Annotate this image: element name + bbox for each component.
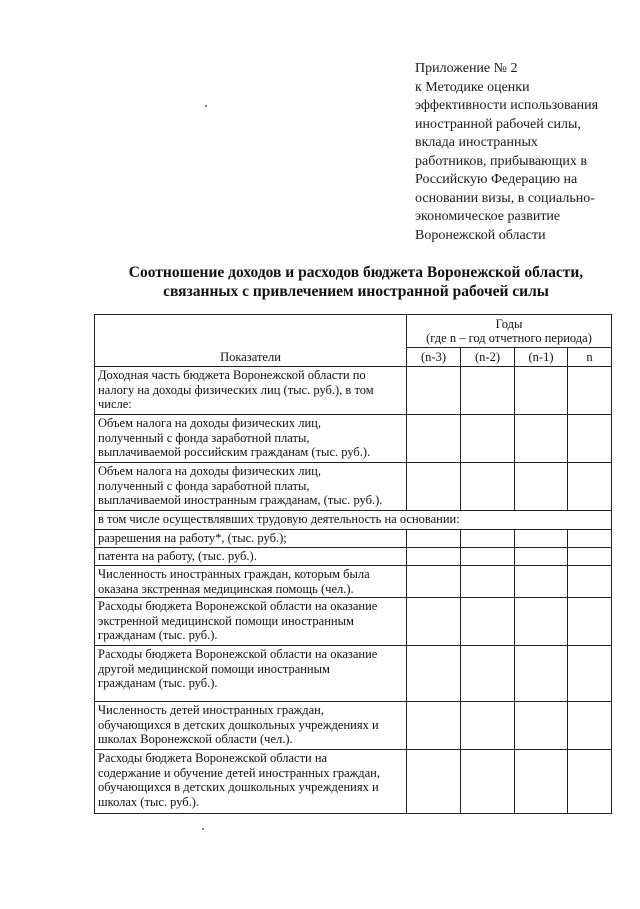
- header-col-n: n: [568, 348, 612, 367]
- table-row: [95, 367, 612, 415]
- appendix-line: Воронежской области: [415, 227, 546, 243]
- header-col-n2: (n-2): [461, 348, 515, 367]
- scan-speck: [205, 105, 207, 107]
- value-cell: [461, 530, 515, 548]
- value-cell: [407, 548, 461, 566]
- table-row-section: [95, 511, 612, 530]
- table-row: [95, 566, 612, 598]
- value-cell: [407, 566, 461, 598]
- row-label-line: Объем налога на доходы физических лиц,: [98, 464, 321, 478]
- row-label-line: налогу на доходы физических лиц (тыс. руб.), в том: [98, 382, 374, 397]
- row-label-line: обучающихся в детских дошкольных учреждениях и: [98, 780, 379, 794]
- row-label: [95, 463, 407, 511]
- value-cell: [407, 646, 461, 702]
- scan-speck: [202, 828, 204, 830]
- value-cell: [515, 646, 568, 702]
- row-label-line: Расходы бюджета Воронежской области на оказание: [98, 647, 378, 661]
- header-indicators-label: Показатели: [220, 349, 281, 364]
- table-row: [95, 463, 612, 511]
- value-cell: [461, 566, 515, 598]
- row-label-line: оказана экстренная медицинская помощь (чел.).: [98, 581, 354, 596]
- table-row: [95, 750, 612, 814]
- row-label: [95, 530, 407, 548]
- value-cell: [407, 750, 461, 814]
- row-label-line: патента на работу, (тыс. руб.).: [98, 549, 257, 563]
- appendix-line: Российскую Федерацию на: [415, 172, 578, 187]
- row-label-line: содержание и обучение детей иностранных граждан,: [98, 765, 380, 780]
- appendix-block: [415, 60, 630, 245]
- section-label: в том числе осуществлявших трудовую деятельность на основании:: [95, 511, 612, 530]
- row-label-line: числе:: [98, 397, 132, 411]
- value-cell: [515, 530, 568, 548]
- row-label-line: школах (тыс. руб.).: [98, 794, 200, 809]
- row-label-line: гражданам (тыс. руб.).: [98, 628, 218, 642]
- row-label-line: школах Воронежской области (чел.).: [98, 732, 293, 746]
- row-label: [95, 548, 407, 566]
- header-years: [407, 315, 612, 348]
- value-cell: [568, 566, 612, 598]
- value-cell: [407, 367, 461, 415]
- value-cell: [407, 702, 461, 750]
- table-row: [95, 548, 612, 566]
- value-cell: [568, 367, 612, 415]
- row-label-line: Расходы бюджета Воронежской области на оказание: [98, 599, 378, 613]
- appendix-line: работников, прибывающих в: [415, 153, 587, 169]
- row-label-line: выплачиваемой иностранным гражданам, (тыс. руб.).: [98, 493, 383, 507]
- row-label-line: Доходная часть бюджета Воронежской области по: [98, 368, 366, 382]
- value-cell: [461, 548, 515, 566]
- row-label-line: полученный с фонда заработной платы,: [98, 430, 310, 445]
- row-label: [95, 598, 407, 646]
- value-cell: [461, 750, 515, 814]
- header-row-years: [95, 315, 612, 348]
- value-cell: [515, 463, 568, 511]
- value-cell: [461, 702, 515, 750]
- appendix-line: вклада иностранных: [415, 135, 538, 150]
- value-cell: [461, 367, 515, 415]
- title-line-1: Соотношение доходов и расходов бюджета Воронежской области,: [128, 264, 584, 281]
- document-title: [96, 263, 616, 301]
- row-label-line: Численность иностранных граждан, которым была: [98, 567, 370, 581]
- row-label-line: Объем налога на доходы физических лиц,: [98, 416, 321, 430]
- value-cell: [461, 415, 515, 463]
- table-row: [95, 530, 612, 548]
- value-cell: [407, 530, 461, 548]
- header-col-n3: (n-3): [407, 348, 461, 367]
- row-label-line: выплачиваемой российским гражданам (тыс. руб.).: [98, 445, 371, 459]
- value-cell: [568, 702, 612, 750]
- header-indicators: [95, 315, 407, 367]
- value-cell: [515, 367, 568, 415]
- table-row: [95, 598, 612, 646]
- row-label-line: Численность детей иностранных граждан,: [98, 703, 324, 717]
- value-cell: [568, 548, 612, 566]
- value-cell: [515, 415, 568, 463]
- value-cell: [461, 463, 515, 511]
- row-label: [95, 750, 407, 814]
- value-cell: [515, 548, 568, 566]
- header-years-note: (где n – год отчетного периода): [426, 331, 592, 345]
- row-label-line: Расходы бюджета Воронежской области на: [98, 751, 328, 765]
- row-label: [95, 566, 407, 598]
- value-cell: [515, 566, 568, 598]
- table-row: [95, 702, 612, 750]
- table-row: [95, 415, 612, 463]
- appendix-line: Приложение № 2: [415, 61, 518, 76]
- value-cell: [568, 646, 612, 702]
- row-label: [95, 646, 407, 702]
- row-label-line: экстренной медицинской помощи иностранным: [98, 613, 354, 628]
- indicators-table: [94, 314, 612, 814]
- title-line-2: связанных с привлечением иностранной рабочей силы: [163, 283, 549, 300]
- header-col-n1: (n-1): [515, 348, 568, 367]
- value-cell: [407, 463, 461, 511]
- value-cell: [568, 530, 612, 548]
- table-row: [95, 646, 612, 702]
- row-label: [95, 702, 407, 750]
- appendix-line: к Методике оценки: [415, 79, 530, 95]
- appendix-line: основании визы, в социально-: [415, 190, 595, 206]
- value-cell: [568, 463, 612, 511]
- row-label-line: другой медицинской помощи иностранным: [98, 661, 330, 676]
- row-label-line: гражданам (тыс. руб.).: [98, 676, 218, 690]
- value-cell: [568, 415, 612, 463]
- row-label: [95, 415, 407, 463]
- row-label: [95, 367, 407, 415]
- value-cell: [568, 598, 612, 646]
- appendix-line: экономическое развитие: [415, 209, 561, 224]
- appendix-line: иностранной рабочей силы,: [415, 116, 581, 132]
- value-cell: [461, 646, 515, 702]
- value-cell: [515, 702, 568, 750]
- value-cell: [515, 598, 568, 646]
- value-cell: [407, 415, 461, 463]
- value-cell: [461, 598, 515, 646]
- row-label-line: обучающихся в детских дошкольных учреждениях и: [98, 717, 379, 732]
- value-cell: [568, 750, 612, 814]
- row-label-line: разрешения на работу*, (тыс. руб.);: [98, 531, 287, 545]
- row-label-line: полученный с фонда заработной платы,: [98, 478, 310, 493]
- appendix-line: эффективности использования: [415, 98, 599, 113]
- value-cell: [515, 750, 568, 814]
- value-cell: [407, 598, 461, 646]
- header-years-label: Годы: [495, 316, 523, 331]
